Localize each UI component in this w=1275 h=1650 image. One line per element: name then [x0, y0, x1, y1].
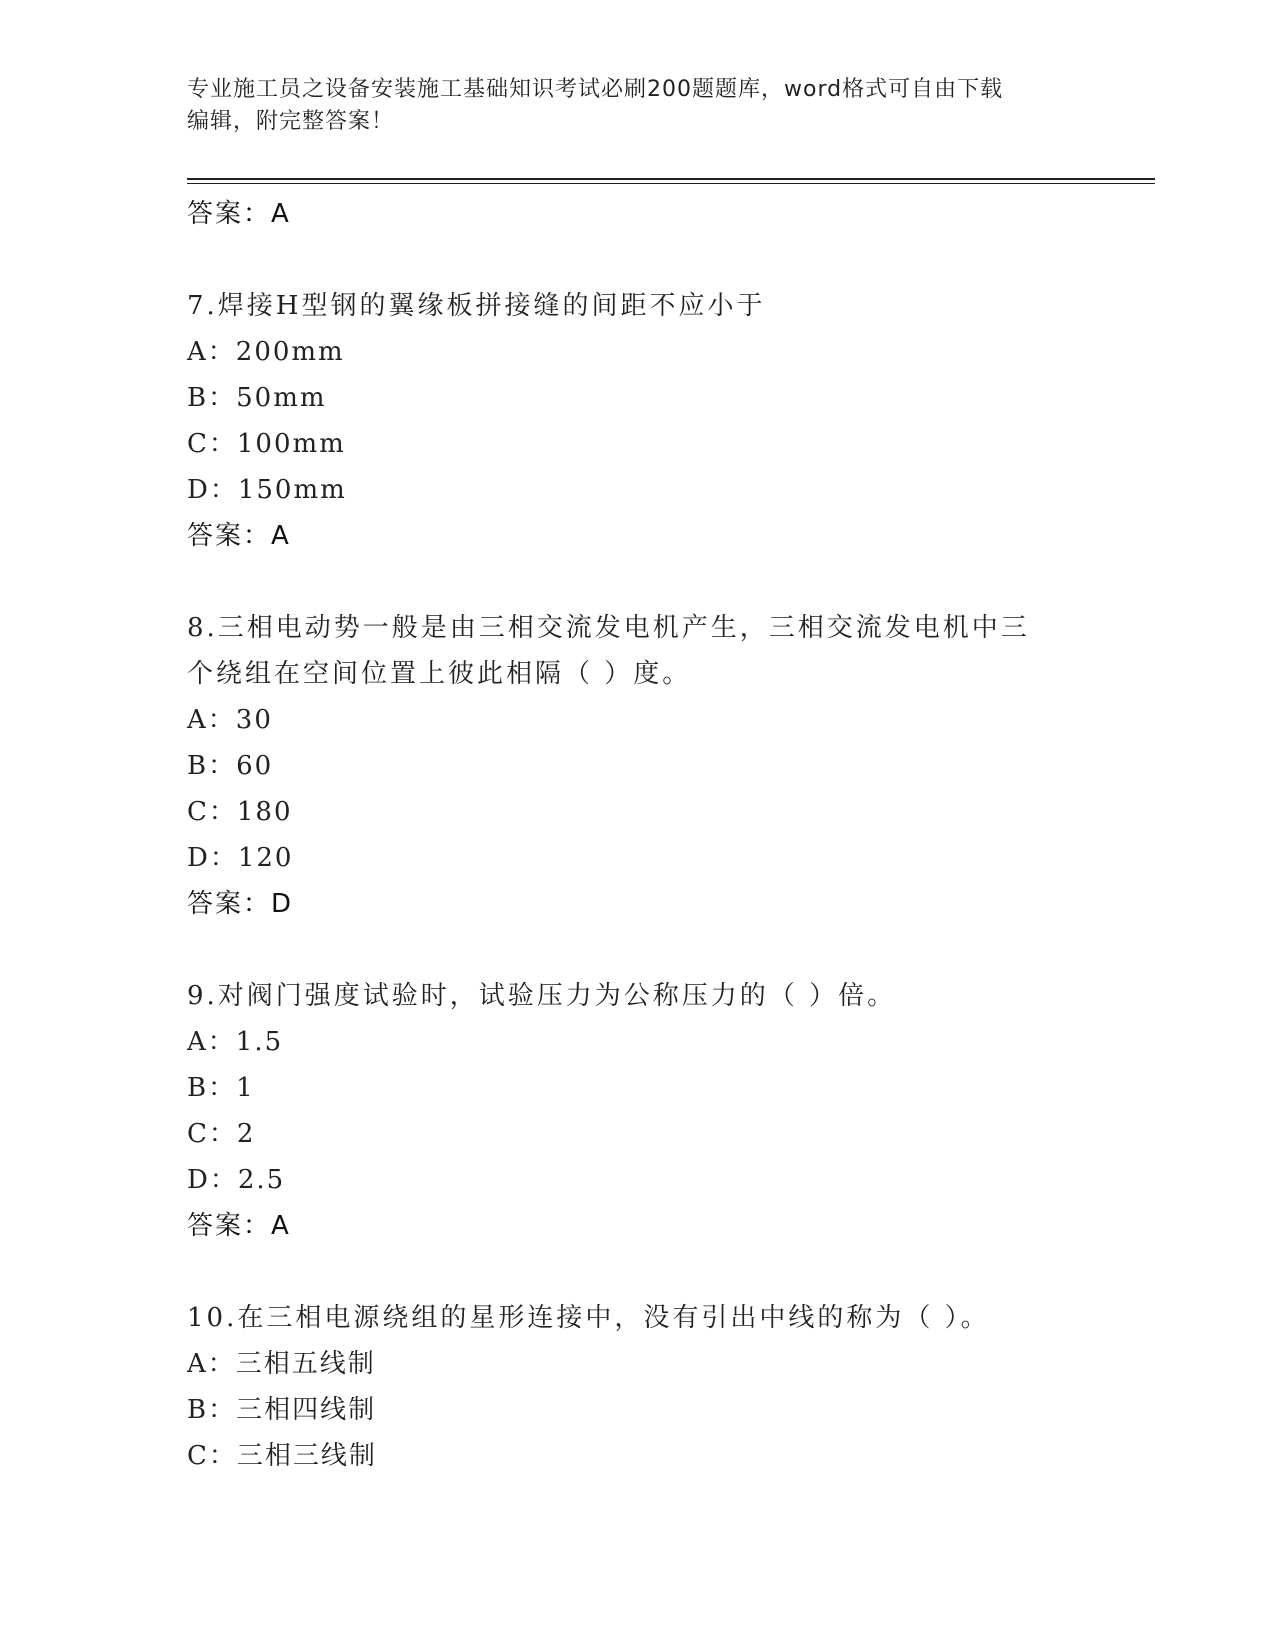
answer: 答案：A: [187, 521, 291, 551]
option-a: A：1.5: [187, 1027, 284, 1057]
option-d: D：120: [187, 843, 294, 873]
option-b: B：50mm: [187, 383, 327, 413]
question-text: 10.在三相电源绕组的星形连接中，没有引出中线的称为（ ）。: [187, 1303, 990, 1333]
answer: 答案：D: [187, 889, 294, 919]
question-text: 8.三相电动势一般是由三相交流发电机产生，三相交流发电机中三个绕组在空间位置上彼此相隔（ ）度。: [187, 613, 1030, 689]
option-a: A：30: [187, 705, 273, 735]
header-rule-thick: [187, 178, 1155, 180]
document-header: [187, 74, 1087, 138]
answer: 答案：A: [187, 1211, 291, 1241]
header-line-2: 编辑，附完整答案！: [187, 109, 395, 134]
spacer: [187, 927, 1155, 971]
option-c: C：三相三线制: [187, 1441, 377, 1471]
header-rule-thin: [187, 183, 1155, 184]
option-c: C：180: [187, 797, 293, 827]
option-b: B：60: [187, 751, 274, 781]
option-a: A：200mm: [187, 337, 345, 367]
question-block: [187, 605, 1155, 927]
header-line-1: 专业施工员之设备安装施工基础知识考试必刷200题题库，word格式可自由下载: [187, 77, 1004, 102]
option-d: D：2.5: [187, 1165, 286, 1195]
option-b: B：三相四线制: [187, 1395, 377, 1425]
question-block: [187, 1295, 1155, 1479]
option-a: A：三相五线制: [187, 1349, 376, 1379]
option-c: C：2: [187, 1119, 256, 1149]
spacer: [187, 1249, 1155, 1293]
question-block: [187, 283, 1155, 559]
option-b: B：1: [187, 1073, 255, 1103]
question-text: 9.对阀门强度试验时，试验压力为公称压力的（ ）倍。: [187, 981, 897, 1011]
question-list: [187, 191, 1155, 1479]
option-c: C：100mm: [187, 429, 346, 459]
option-d: D：150mm: [187, 475, 347, 505]
question-block: [187, 973, 1155, 1249]
question-text: 7.焊接H型钢的翼缘板拼接缝的间距不应小于: [187, 291, 766, 321]
previous-answer: 答案：A: [187, 199, 291, 229]
spacer: [187, 237, 1155, 281]
spacer: [187, 559, 1155, 603]
